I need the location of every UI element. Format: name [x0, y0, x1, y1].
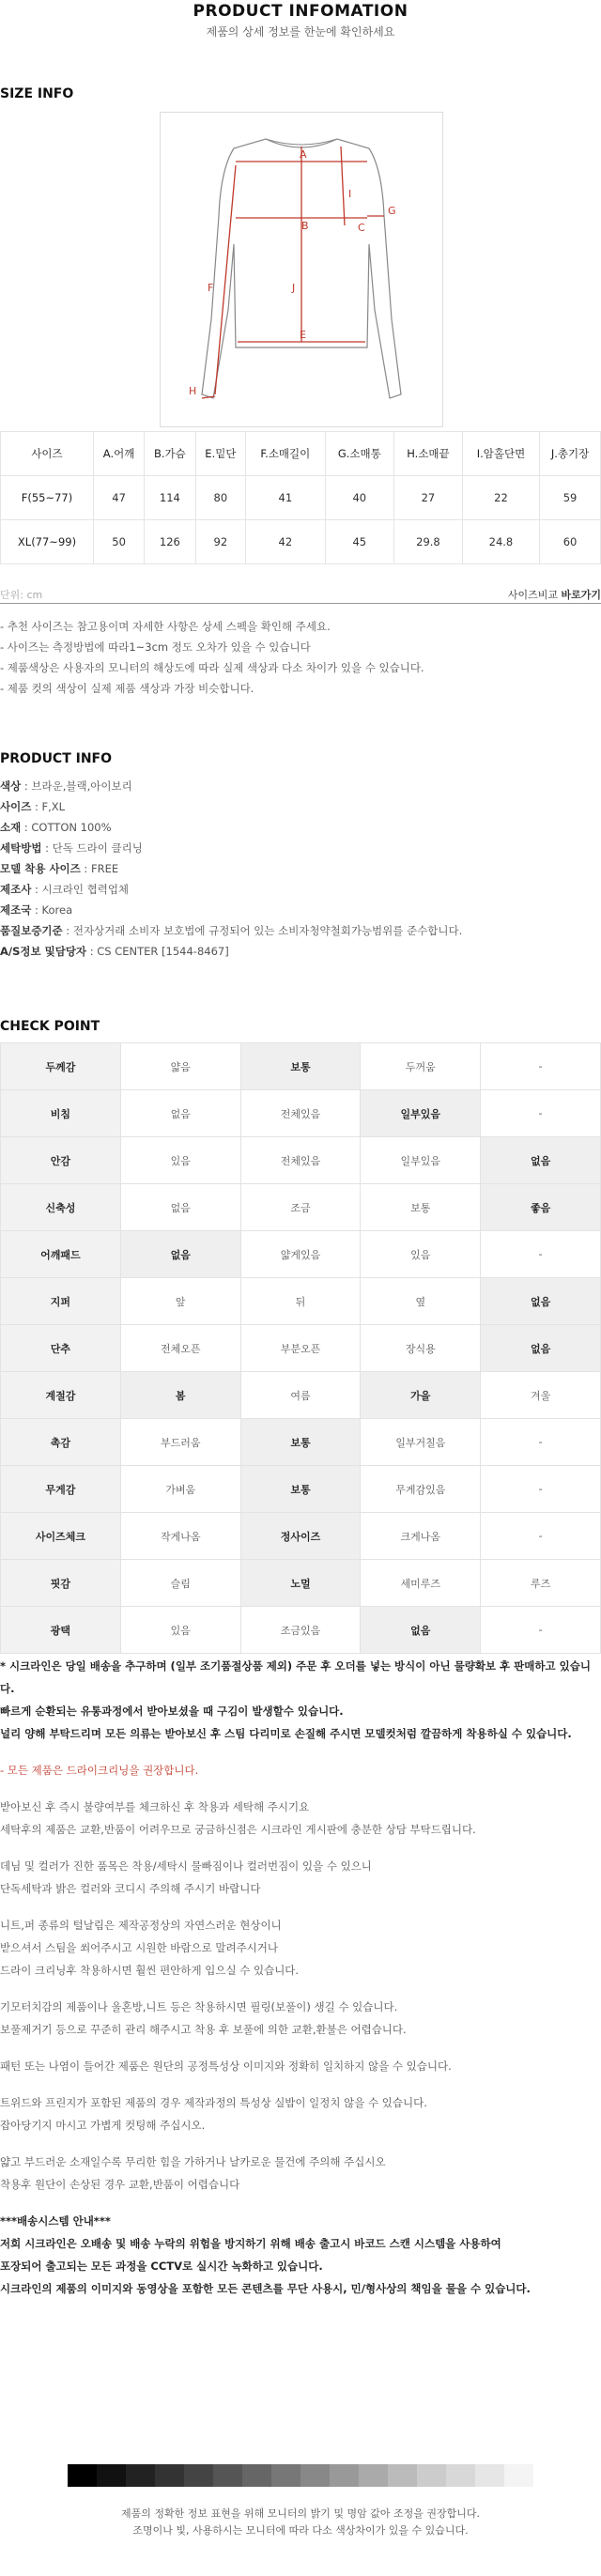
check-label: 계절감 [1, 1372, 121, 1419]
swatch-cell [417, 2464, 446, 2487]
product-info-value: : 전자상거래 소비자 보호법에 규정되어 있는 소비자청약철회가능범위를 준수합니다. [62, 924, 463, 937]
check-option: 얇게있음 [240, 1231, 361, 1278]
swatch-cell [388, 2464, 417, 2487]
product-info-label: 제조국 [0, 903, 32, 917]
swatch-cell [126, 2464, 155, 2487]
check-option: - [481, 1419, 601, 1466]
size-diagram [160, 112, 443, 427]
product-info-item [0, 776, 462, 796]
swatch-cell [446, 2464, 475, 2487]
policy-intro-line: * 시크라인은 당일 배송을 추구하며 (일부 조기품절상품 제외) 주문 후 오더를 넣는 방식이 아닌 물량확보 후 판매하고 있습니다. [0, 1659, 591, 1695]
product-info-title: PRODUCT INFO [0, 751, 113, 766]
product-info-label: 제조사 [0, 883, 32, 896]
diagram-label-b: B [301, 220, 309, 232]
check-label: 단추 [1, 1325, 121, 1372]
size-name-cell: F(55~77) [1, 476, 94, 520]
check-row [1, 1419, 601, 1466]
check-option: 있음 [120, 1137, 240, 1184]
size-value-cell: 41 [246, 476, 325, 520]
check-row [1, 1372, 601, 1419]
spacer [0, 1982, 601, 1996]
size-note: - 사이즈는 측정방법에 따라1~3cm 정도 오차가 있을 수 있습니다 [0, 640, 311, 654]
size-column-header: 사이즈 [1, 432, 94, 476]
check-option: 작게나옴 [120, 1513, 240, 1560]
product-info-label: 소재 [0, 821, 22, 834]
dry-clean-note: - 모든 제품은 드라이크리닝을 권장합니다. [0, 1764, 199, 1777]
size-value-cell: 27 [394, 476, 463, 520]
policy-line: 패턴 또는 나염이 들어간 제품은 원단의 공정특성상 이미지와 정확히 일치하지 않을 수 있습니다. [0, 2059, 452, 2073]
policy-paragraph [0, 1855, 601, 1900]
size-column-header: E.밑단 [195, 432, 246, 476]
policy-line: 기모터치감의 제품이나 울혼방,니트 등은 착용하시면 필링(보풀이) 생길 수 있습니다. [0, 2000, 398, 2013]
size-value-cell: 126 [145, 520, 195, 564]
check-option: 슬림 [120, 1560, 240, 1607]
check-row [1, 1466, 601, 1513]
check-option: 노멀 [240, 1560, 361, 1607]
spacer [0, 2041, 601, 2055]
check-row [1, 1137, 601, 1184]
footer-line: 조명이나 빛, 사용하시는 모니터에 따라 다소 색상차이가 있을 수 있습니다. [132, 2524, 469, 2537]
spacer [0, 2077, 601, 2091]
check-option: 전체있음 [240, 1090, 361, 1137]
check-option: 가을 [361, 1372, 481, 1419]
check-label: 두께감 [1, 1043, 121, 1090]
swatch-cell [504, 2464, 533, 2487]
swatch-cell [271, 2464, 300, 2487]
check-option: 두꺼움 [361, 1043, 481, 1090]
garment-sketch [161, 113, 442, 426]
check-option: 정사이즈 [240, 1513, 361, 1560]
size-compare-prefix: 사이즈비교 [507, 589, 562, 601]
check-label: 핏감 [1, 1560, 121, 1607]
check-option: 옆 [361, 1278, 481, 1325]
size-column-header: I.암홀단면 [462, 432, 539, 476]
diagram-label-g: G [388, 205, 396, 217]
swatch-cell [359, 2464, 388, 2487]
policy-paragraph [0, 2151, 601, 2196]
check-option: 뒤 [240, 1278, 361, 1325]
size-value-cell: 22 [462, 476, 539, 520]
diagram-label-i: I [348, 188, 352, 200]
diagram-label-e: E [300, 329, 306, 341]
policy-line: 보풀제거기 등으로 꾸준히 관리 해주시고 착용 후 보풀에 의한 교환,환불은 어렵습니다. [0, 2023, 407, 2036]
check-option: 세미루즈 [361, 1560, 481, 1607]
size-name-cell: XL(77~99) [1, 520, 94, 564]
diagram-label-c: C [358, 222, 365, 234]
delivery-line: 포장되어 출고되는 모든 과정을 CCTV로 실시간 녹화하고 있습니다. [0, 2260, 323, 2273]
check-option: 없음 [120, 1090, 240, 1137]
spacer [0, 2136, 601, 2151]
check-option: - [481, 1607, 601, 1654]
product-info-item [0, 941, 462, 962]
policy-intro-line: 널리 양해 부탁드리며 모든 의류는 받아보신 후 스팀 다리미로 손질해 주시면 모델컷처럼 깔끔하게 착용하실 수 있습니다. [0, 1727, 572, 1740]
check-row [1, 1231, 601, 1278]
check-option: 겨울 [481, 1372, 601, 1419]
swatch-cell [155, 2464, 184, 2487]
check-label: 비침 [1, 1090, 121, 1137]
check-row [1, 1560, 601, 1607]
swatch-cell [184, 2464, 213, 2487]
policy-line: 드라이 크리닝후 착용하시면 훨씬 편안하게 입으실 수 있습니다. [0, 1964, 300, 1977]
spacer [0, 2196, 601, 2210]
product-info-label: 모델 착용 사이즈 [0, 862, 81, 875]
swatch-cell [68, 2464, 97, 2487]
policy-line: 얇고 부드러운 소재일수록 무리한 힘을 가하거나 날카로운 물건에 주의해 주십시오 [0, 2155, 386, 2168]
check-option: - [481, 1231, 601, 1278]
check-option: 없음 [481, 1278, 601, 1325]
size-value-cell: 24.8 [462, 520, 539, 564]
product-info-value: : COTTON 100% [21, 821, 112, 834]
page-subtitle: 제품의 상세 정보를 한눈에 확인하세요 [206, 25, 395, 39]
swatch-cell [213, 2464, 242, 2487]
spacer [0, 1745, 601, 1759]
check-option: 부분오픈 [240, 1325, 361, 1372]
size-value-cell: 60 [540, 520, 601, 564]
check-point-table [0, 1042, 601, 1654]
check-option: 여름 [240, 1372, 361, 1419]
size-column-header: H.소매끝 [394, 432, 463, 476]
check-option: 보통 [240, 1466, 361, 1513]
product-info-item [0, 838, 462, 858]
policy-line: 트위드와 프린지가 포함된 제품의 경우 제작과정의 특성상 실밥이 일정치 않을 수 있습니다. [0, 2096, 427, 2109]
size-column-header: A.어깨 [94, 432, 145, 476]
size-value-cell: 59 [540, 476, 601, 520]
check-option: 좋음 [481, 1184, 601, 1231]
check-label: 사이즈체크 [1, 1513, 121, 1560]
product-info-item [0, 879, 462, 900]
check-option: 루즈 [481, 1560, 601, 1607]
diagram-label-a: A [300, 148, 307, 161]
delivery-line: 저희 시크라인은 오배송 및 배송 누락의 위험을 방지하기 위해 배송 출고시 바코드 스캔 시스템을 사용하여 [0, 2237, 501, 2250]
product-info-item [0, 817, 462, 838]
delivery-title: ***배송시스템 안내*** [0, 2214, 111, 2228]
product-info-label: 사이즈 [0, 800, 32, 813]
size-notes [0, 616, 424, 699]
check-option: 있음 [120, 1607, 240, 1654]
swatch-cell [97, 2464, 126, 2487]
check-row [1, 1043, 601, 1090]
product-info-value: : Korea [31, 903, 73, 917]
size-value-cell: 114 [145, 476, 195, 520]
spacer [0, 1841, 601, 1855]
check-option: 보통 [240, 1419, 361, 1466]
check-option: - [481, 1466, 601, 1513]
check-point-title: CHECK POINT [0, 1019, 100, 1034]
check-option: 일부있음 [361, 1137, 481, 1184]
policy-section [0, 1655, 601, 2300]
policy-paragraph [0, 1796, 601, 1841]
product-info-value: : CS CENTER [1544-8467] [86, 945, 229, 958]
size-note: - 제품색상은 사용자의 모니터의 해상도에 따라 실제 색상과 다소 차이가 있을 수 있습니다. [0, 661, 424, 674]
size-note: - 추천 사이즈는 참고용이며 자세한 사항은 상세 스펙을 확인해 주세요. [0, 620, 331, 633]
check-option: - [481, 1090, 601, 1137]
product-info-value: : FREE [80, 862, 119, 875]
size-table-row [1, 520, 601, 564]
size-column-header: B.가슴 [145, 432, 195, 476]
size-column-header: F.소매길이 [246, 432, 325, 476]
check-label: 안감 [1, 1137, 121, 1184]
check-option: 없음 [481, 1325, 601, 1372]
check-option: - [481, 1043, 601, 1090]
policy-line: 받으셔서 스팀을 쐬어주시고 시원한 바람으로 말려주시거나 [0, 1941, 278, 1954]
delivery-line: 시크라인의 제품의 이미지와 동영상을 포함한 모든 콘텐츠를 무단 사용시, 민/형사상의 책임을 물을 수 있습니다. [0, 2282, 531, 2295]
policy-line: 단독세탁과 밝은 컬러와 코디시 주의해 주시기 바랍니다 [0, 1882, 261, 1895]
product-info-label: 세탁방법 [0, 841, 42, 855]
grayscale-swatch [68, 2464, 533, 2487]
page-title: PRODUCT INFOMATION [193, 2, 408, 21]
check-option: 가벼움 [120, 1466, 240, 1513]
check-row [1, 1278, 601, 1325]
product-info-item [0, 858, 462, 879]
policy-paragraph [0, 2055, 601, 2077]
policy-line: 세탁후의 제품은 교환,반품이 어려우므로 궁금하신점은 시크라인 게시판에 충분한 상담 부탁드립니다. [0, 1823, 476, 1836]
size-value-cell: 80 [195, 476, 246, 520]
size-value-cell: 29.8 [394, 520, 463, 564]
swatch-cell [300, 2464, 330, 2487]
product-info-value: : 브라운,블랙,아이보리 [21, 779, 132, 793]
check-option: 전체있음 [240, 1137, 361, 1184]
check-option: 일부있음 [361, 1090, 481, 1137]
swatch-cell [475, 2464, 504, 2487]
swatch-cell [330, 2464, 359, 2487]
product-info-label: A/S정보 및담당자 [0, 945, 87, 958]
check-option: 조금 [240, 1184, 361, 1231]
size-value-cell: 47 [94, 476, 145, 520]
size-column-header: J.총기장 [540, 432, 601, 476]
unit-label: 단위: cm [0, 589, 43, 601]
check-option: 없음 [361, 1607, 481, 1654]
check-option: 앞 [120, 1278, 240, 1325]
size-table [0, 431, 601, 564]
diagram-label-h: H [189, 385, 197, 397]
size-value-cell: 40 [325, 476, 394, 520]
size-value-cell: 42 [246, 520, 325, 564]
check-label: 지퍼 [1, 1278, 121, 1325]
product-info-value: : 단독 드라이 클리닝 [41, 841, 143, 855]
page-header [0, 0, 601, 39]
size-note: - 제품 컷의 색상이 실제 제품 색상과 가장 비슷합니다. [0, 682, 254, 695]
policy-line: 니트,퍼 종류의 털날림은 제작공정상의 자연스러운 현상이니 [0, 1919, 282, 1932]
check-option: 있음 [361, 1231, 481, 1278]
check-option: 없음 [481, 1137, 601, 1184]
check-row [1, 1607, 601, 1654]
check-option: 없음 [120, 1231, 240, 1278]
check-option: 부드러움 [120, 1419, 240, 1466]
check-option: 없음 [120, 1184, 240, 1231]
footer-note [0, 2506, 601, 2539]
policy-line: 받아보신 후 즉시 불량여부를 체크하신 후 착용과 세탁해 주시기요 [0, 1800, 310, 1813]
product-info-label: 색상 [0, 779, 22, 793]
check-label: 무게감 [1, 1466, 121, 1513]
size-info-title: SIZE INFO [0, 86, 74, 101]
product-info-value: : 시크라인 협력업체 [31, 883, 130, 896]
policy-intro-line: 빠르게 순환되는 유통과정에서 받아보셨을 때 구김이 발생할수 있습니다. [0, 1704, 344, 1718]
footer-line: 제품의 정확한 정보 표현을 위해 모니터의 밝기 및 명암 값아 조정을 권장합니다. [121, 2507, 480, 2520]
divider [0, 603, 601, 604]
check-row [1, 1325, 601, 1372]
policy-line: 잡아당기지 마시고 가볍게 컷팅해 주십시오. [0, 2119, 206, 2132]
check-row [1, 1513, 601, 1560]
policy-line: 착용후 원단이 손상된 경우 교환,반품이 어렵습니다 [0, 2178, 240, 2191]
product-info-item [0, 900, 462, 920]
size-value-cell: 92 [195, 520, 246, 564]
diagram-label-j: J [292, 282, 296, 294]
check-label: 광택 [1, 1607, 121, 1654]
size-value-cell: 50 [94, 520, 145, 564]
check-option: 무게감있음 [361, 1466, 481, 1513]
size-value-cell: 45 [325, 520, 394, 564]
product-info-list [0, 776, 462, 962]
check-option: 장식용 [361, 1325, 481, 1372]
policy-paragraph [0, 1914, 601, 1982]
check-option: 얇음 [120, 1043, 240, 1090]
check-option: 크게나옴 [361, 1513, 481, 1560]
check-option: 조금있음 [240, 1607, 361, 1654]
check-label: 신축성 [1, 1184, 121, 1231]
product-info-item [0, 920, 462, 941]
check-option: 봄 [120, 1372, 240, 1419]
product-info-item [0, 796, 462, 817]
check-label: 촉감 [1, 1419, 121, 1466]
check-option: 전체오픈 [120, 1325, 240, 1372]
size-compare-bold: 바로가기 [561, 589, 601, 601]
check-row [1, 1090, 601, 1137]
policy-line: 데님 및 컬러가 진한 품목은 착용/세탁시 물빠짐이나 컬러번짐이 있을 수 있으니 [0, 1859, 372, 1873]
size-compare-link[interactable] [508, 587, 601, 602]
check-option: - [481, 1513, 601, 1560]
product-info-value: : F,XL [31, 800, 66, 813]
spacer [0, 1782, 601, 1796]
check-option: 보통 [361, 1184, 481, 1231]
product-info-label: 품질보증기준 [0, 924, 63, 937]
diagram-label-f: F [208, 282, 214, 294]
size-table-row [1, 476, 601, 520]
policy-paragraph [0, 1996, 601, 2041]
size-table-header [1, 432, 601, 476]
check-option: 일부거칠음 [361, 1419, 481, 1466]
check-row [1, 1184, 601, 1231]
spacer [0, 1900, 601, 1914]
policy-paragraph [0, 2091, 601, 2136]
check-label: 어깨패드 [1, 1231, 121, 1278]
size-column-header: G.소매통 [325, 432, 394, 476]
swatch-cell [242, 2464, 271, 2487]
check-option: 보통 [240, 1043, 361, 1090]
